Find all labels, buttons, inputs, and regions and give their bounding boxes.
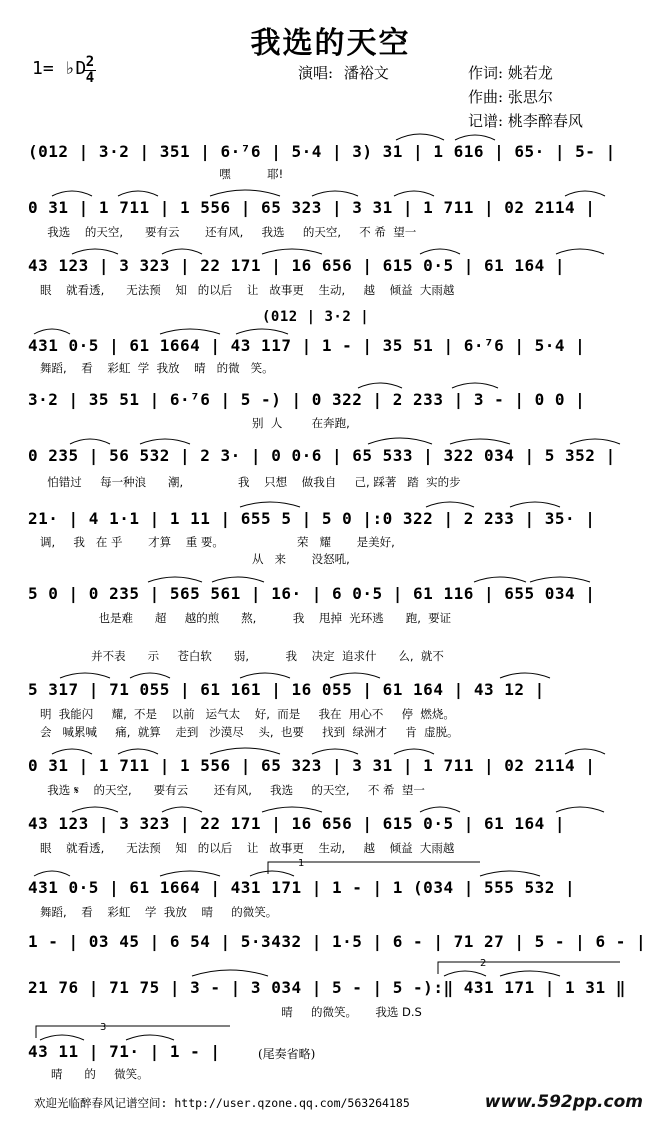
staff-4-lyrics: 舞蹈, 看 彩虹 学 我放 晴 的微 笑。	[40, 361, 274, 375]
time-signature-top: 2	[85, 54, 95, 70]
site-watermark[interactable]: www.592pp.com	[484, 1092, 643, 1112]
staff-7-lyrics-verse-2: 从 来 没怒吼,	[40, 552, 350, 566]
staff-15-lyrics: 晴 的 微笑。	[40, 1067, 149, 1081]
staff-9-lyrics-verse-1: 明 我能闪 耀, 不是 以前 运气太 好, 而是 我在 用心不 停 燃烧。	[40, 707, 455, 721]
staff-3-notes: 43 123 | 3 323 | 22 171 | 16 656 | 615 0·5 | 61 164 |	[28, 256, 566, 275]
staff-2-notes: 0 31 | 1 711 | 1 556 | 65 323 | 3 31 | 1 711 | 02 2114 |	[28, 198, 596, 217]
lyricist-credit: 作词: 姚若龙	[468, 64, 553, 82]
interlude-marker: (012 | 3·2 |	[262, 309, 370, 325]
staff-9-lyrics-verse-2: 会 喊累喊 痛, 就算 走到 沙漠尽 头, 也要 找到 绿洲才 肯 虚脱。	[40, 725, 459, 739]
staff-8-notes: 5 0 | 0 235 | 565 561 | 16· | 6 0·5 | 61 116 | 655 034 |	[28, 584, 596, 603]
staff-11-lyrics: 眼 就看透, 无法预 知 的以后 让 故事更 生动, 越 倾益 大雨越	[40, 841, 455, 855]
volta-3-number: 3	[100, 1022, 107, 1033]
song-title: 我选的天空	[250, 26, 411, 61]
volta-2-number: 2	[480, 958, 487, 969]
staff-8-lyrics-verse-1: 也是难 超 越的煎 熬, 我 甩掉 光环逃 跑, 要证	[40, 611, 452, 625]
staff-13-notes: 1 - | 03 45 | 6 54 | 5·3432 | 1·5 | 6 - | 71 27 | 5 - | 6 - |	[28, 932, 647, 951]
staff-3-lyrics: 眼 就看透, 无法预 知 的以后 让 故事更 生动, 越 倾益 大雨越	[40, 283, 455, 297]
staff-6-lyrics: 怕错过 每一种浪 潮, 我 只想 做我自 己, 踩著 踏 实的步	[40, 475, 461, 489]
composer-credit: 作曲: 张思尔	[468, 88, 553, 106]
key-signature: 1= ♭D	[32, 58, 87, 79]
staff-7-lyrics-verse-1: 调, 我 在 乎 才算 重 要。 荣 耀 是美好,	[40, 535, 395, 549]
singer-label: 演唱:	[298, 64, 334, 82]
staff-1-lyrics: 嘿 耶!	[40, 167, 284, 181]
transcriber-credit: 记谱: 桃李醉春风	[468, 112, 583, 130]
staff-12-notes: 431 0·5 | 61 1664 | 431 171 | 1 - | 1 (034 | 555 532 |	[28, 878, 576, 897]
staff-14-notes: 21 76 | 71 75 | 3 - | 3 034 | 5 - | 5 -):‖ 431 171 | 1 31 ‖	[28, 978, 626, 997]
staff-11-notes: 43 123 | 3 323 | 22 171 | 16 656 | 615 0·5 | 61 164 |	[28, 814, 566, 833]
staff-1-notes: (012 | 3·2 | 351 | 6·⁷6 | 5·4 | 3) 31 | 1 616 | 65· | 5- |	[28, 142, 616, 161]
staff-10-lyrics: 我选 𝄋 的天空, 要有云 还有风, 我选 的天空, 不 希 望一	[40, 783, 425, 797]
staff-12-lyrics: 舞蹈, 看 彩虹 学 我放 晴 的微笑。	[40, 905, 278, 919]
volta-1-number: 1	[298, 858, 305, 869]
staff-15-notes: 43 11 | 71· | 1 - |	[28, 1042, 221, 1061]
singer-credit	[298, 62, 389, 83]
singer-name: 潘裕文	[343, 64, 389, 82]
staff-7-notes: 21· | 4 1·1 | 1 11 | 655 5 | 5 0 |:0 322 | 2 233 | 35· |	[28, 509, 596, 528]
staff-6-notes: 0 235 | 56 532 | 2 3· | 0 0·6 | 65 533 | 322 034 | 5 352 |	[28, 446, 616, 465]
staff-14-lyrics: 晴 的微笑。 我选 D.S	[40, 1005, 422, 1019]
time-signature	[84, 56, 96, 85]
staff-9-notes: 5 317 | 71 055 | 61 161 | 16 055 | 61 164 | 43 12 |	[28, 680, 545, 699]
footer-text: 欢迎光临醉春风记谱空间: http://user.qzone.qq.com/563264185	[34, 1096, 410, 1110]
staff-4-notes: 431 0·5 | 61 1664 | 43 117 | 1 - | 35 51 | 6·⁷6 | 5·4 |	[28, 336, 586, 355]
staff-2-lyrics: 我选 的天空, 要有云 还有风, 我选 的天空, 不 希 望一	[40, 225, 417, 239]
time-signature-bottom: 4	[85, 70, 95, 86]
staff-5-lyrics: 别 人 在奔跑,	[40, 416, 350, 430]
outro-omitted-note: (尾奏省略)	[258, 1047, 316, 1061]
staff-5-notes: 3·2 | 35 51 | 6·⁷6 | 5 -) | 0 322 | 2 233 | 3 - | 0 0 |	[28, 390, 586, 409]
staff-10-notes: 0 31 | 1 711 | 1 556 | 65 323 | 3 31 | 1 711 | 02 2114 |	[28, 756, 596, 775]
staff-8-lyrics-verse-2: 并不表 示 苍白软 弱, 我 决定 追求什 么, 就不	[40, 649, 444, 663]
